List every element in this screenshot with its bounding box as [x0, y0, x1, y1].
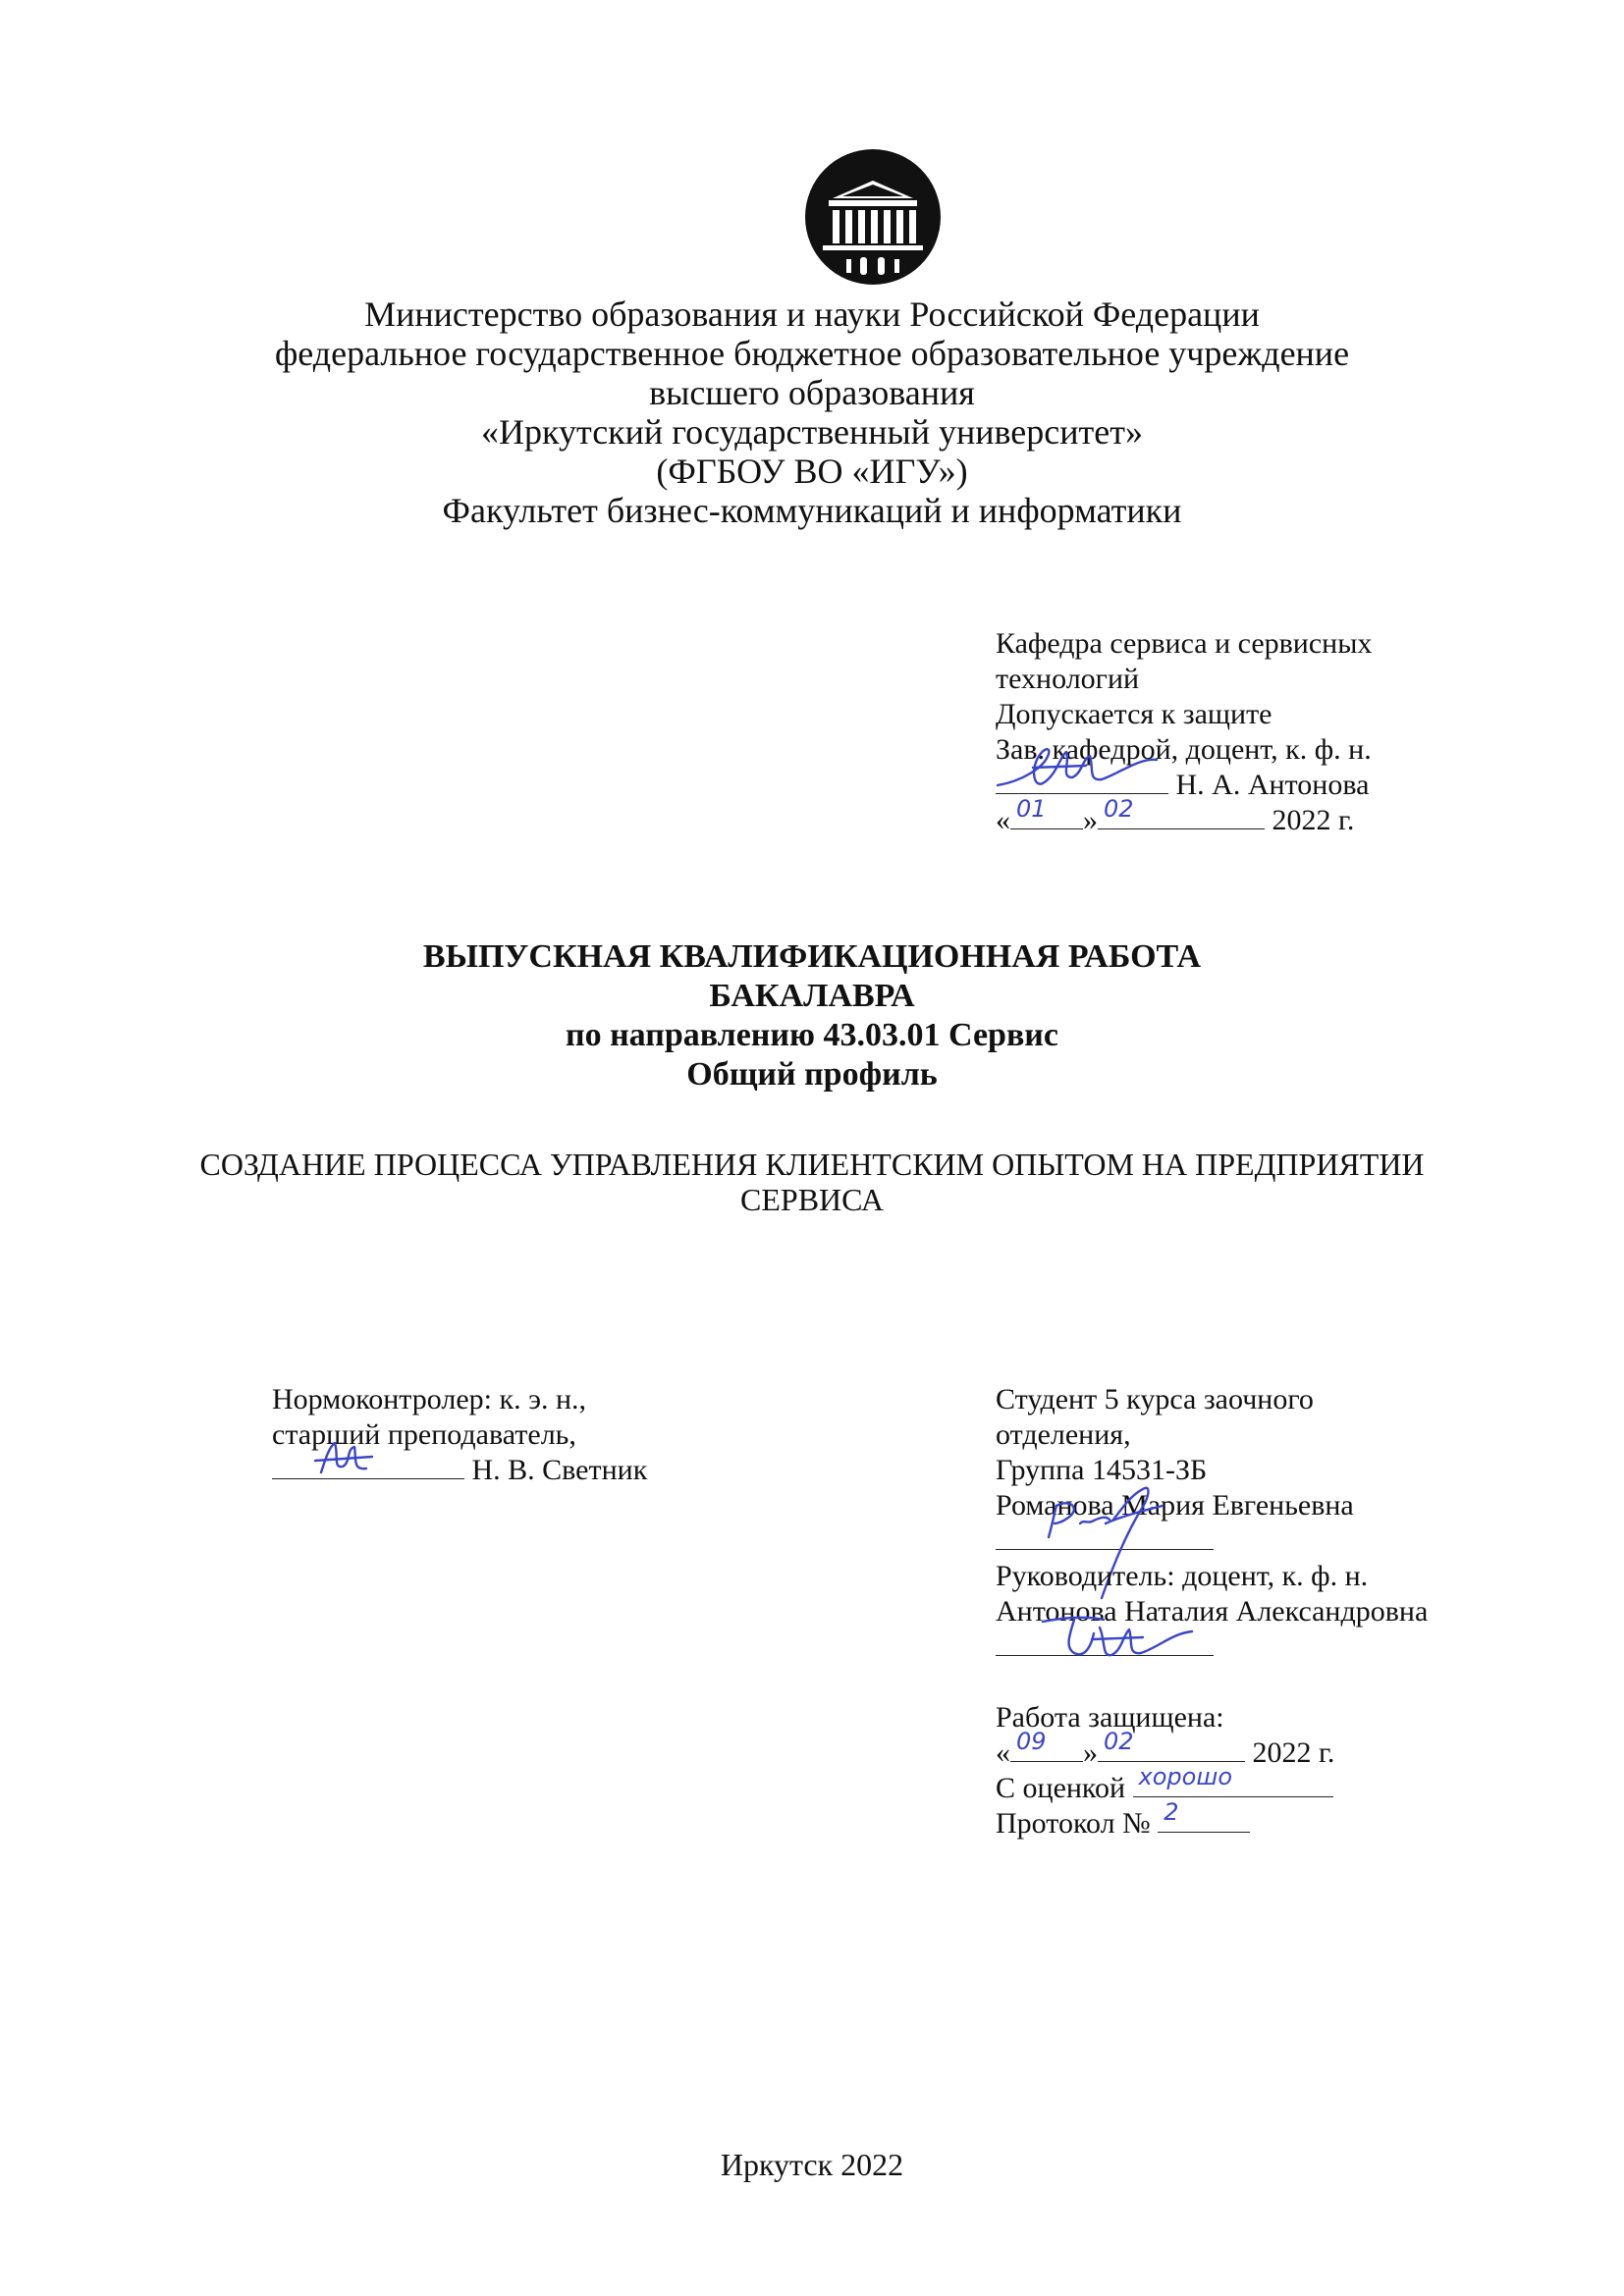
date-day-handwritten: 01 [1016, 795, 1047, 823]
defense-month-blank [1098, 1728, 1245, 1762]
title-line-1: ВЫПУСКНАЯ КВАЛИФИКАЦИОННАЯ РАБОТА [422, 938, 1202, 975]
signature-blank [272, 1453, 464, 1479]
university-abbr: (ФГБОУ ВО «ИГУ») [656, 452, 968, 491]
supervisor-name: Антонова Наталия Александровна [996, 1595, 1429, 1628]
dept-line-1: Кафедра сервиса и сервисных [996, 627, 1373, 660]
defense-day-handwritten: 09 [1016, 1728, 1047, 1755]
institution-line-1: федеральное государственное бюджетное образовательное учреждение [274, 334, 1350, 373]
normcontrol-name: Н. В. Светник [471, 1454, 648, 1486]
city-year: Иркутск 2022 [720, 2147, 904, 2182]
ministry-line: Министерство образования и науки Российской Федерации [364, 294, 1260, 334]
topic-line-1: СОЗДАНИЕ ПРОЦЕССА УПРАВЛЕНИЯ КЛИЕНТСКИМ ОПЫТОМ НА ПРЕДПРИЯТИИ [199, 1147, 1425, 1182]
signature-blank [996, 1629, 1214, 1656]
student-signature-line [996, 1523, 1545, 1559]
normcontrol-signature-line [272, 1453, 763, 1488]
student-group: Группа 14531-ЗБ [996, 1454, 1208, 1486]
defense-day-blank [1010, 1728, 1083, 1762]
normcontrol-line-2: старший преподаватель, [272, 1418, 576, 1451]
defense-month-handwritten: 02 [1104, 1728, 1134, 1755]
protocol-handwritten: 2 [1164, 1798, 1179, 1826]
institution-line-2: высшего образования [649, 373, 975, 412]
work-title [196, 937, 1428, 1095]
admitted-line: Допускается к защите [996, 698, 1272, 730]
student-line-1: Студент 5 курса заочного [996, 1383, 1314, 1415]
approval-block [996, 626, 1467, 838]
student-name: Романова Мария Евгеньевна [996, 1489, 1354, 1522]
university-logo-icon [803, 147, 943, 287]
date-year: 2022 г. [1272, 804, 1355, 836]
supervisor-line-1: Руководитель: доцент, к. ф. н. [996, 1560, 1369, 1592]
spacer [996, 1665, 1545, 1700]
signature-blank [996, 1523, 1214, 1550]
faculty-name: Факультет бизнес-коммуникаций и информатики [442, 491, 1182, 530]
student-line-2: отделения, [996, 1418, 1131, 1451]
topic-line-2: СЕРВИСА [740, 1182, 884, 1217]
title-line-4: Общий профиль [686, 1056, 938, 1093]
head-name: Н. А. Антонова [1175, 769, 1370, 801]
supervisor-signature-line [996, 1629, 1545, 1665]
dept-line-2: технологий [996, 663, 1140, 695]
head-signature-line [996, 768, 1467, 803]
protocol-blank [1158, 1798, 1250, 1833]
institution-header [196, 294, 1428, 530]
defense-label: Работа защищена: [996, 1701, 1224, 1734]
date-month-blank [1098, 795, 1265, 829]
date-month-handwritten: 02 [1104, 795, 1134, 823]
grade-blank [1133, 1763, 1333, 1797]
date-day-blank [1010, 795, 1083, 829]
defense-year: 2022 г. [1252, 1736, 1335, 1769]
work-topic [196, 1147, 1428, 1217]
head-date-line: « 01 » 02 2022 г. [996, 803, 1467, 838]
grade-line: С оценкой хорошо [996, 1771, 1545, 1806]
signature-blank [996, 768, 1168, 794]
defense-date-line: « 09 » 02 2022 г. [996, 1735, 1545, 1771]
title-line-3: по направлению 43.03.01 Сервис [566, 1017, 1058, 1053]
normcontrol-block [272, 1382, 763, 1488]
university-name: «Иркутский государственный университет» [481, 412, 1143, 452]
head-line: Зав. кафедрой, доцент, к. ф. н. [996, 733, 1372, 766]
grade-handwritten: хорошо [1138, 1763, 1232, 1790]
signatories-block [996, 1382, 1545, 1842]
normcontrol-line-1: Нормоконтролер: к. э. н., [272, 1383, 587, 1415]
protocol-line: Протокол № 2 [996, 1806, 1545, 1842]
title-line-2: БАКАЛАВРА [709, 978, 915, 1014]
